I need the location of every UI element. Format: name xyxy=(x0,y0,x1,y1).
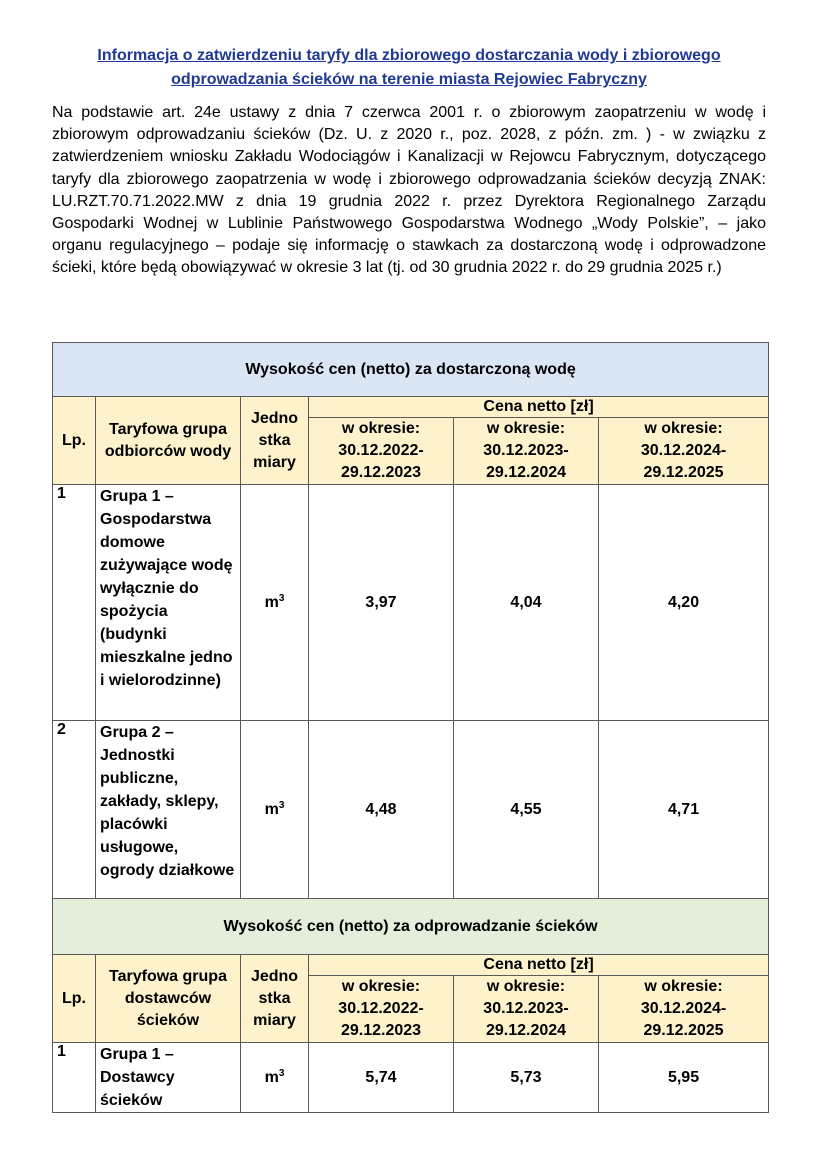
row-group: Grupa 1 – Gospodarstwa domowe zużywające wodę wyłącznie do spożycia (budynki mieszkalne jedno i wielorodzinne) xyxy=(96,485,241,721)
unit-exponent: 3 xyxy=(278,1067,285,1079)
sewage-header-unit: Jedno stka miary xyxy=(241,955,309,1043)
water-header-row xyxy=(53,397,769,418)
row-lp: 2 xyxy=(53,721,96,899)
row-price-2: 4,04 xyxy=(454,485,599,721)
water-header-lp: Lp. xyxy=(53,397,96,485)
unit-exponent: 3 xyxy=(278,592,285,604)
row-price-3: 4,20 xyxy=(599,485,769,721)
sewage-header-lp: Lp. xyxy=(53,955,96,1043)
water-header-group: Taryfowa grupa odbiorców wody xyxy=(96,397,241,485)
row-unit xyxy=(241,1043,309,1113)
row-price-3: 4,71 xyxy=(599,721,769,899)
sewage-header-period-3: w okresie: 30.12.2024-29.12.2025 xyxy=(599,976,769,1043)
row-group: Grupa 1 – Dostawcy ścieków xyxy=(96,1043,241,1113)
water-header-cena: Cena netto [zł] xyxy=(309,397,769,418)
unit-exponent: 3 xyxy=(278,799,285,811)
row-unit xyxy=(241,721,309,899)
tariff-table xyxy=(52,342,769,1113)
water-header-period-2: w okresie: 30.12.2023-29.12.2024 xyxy=(454,418,599,485)
sewage-header-group: Taryfowa grupa dostawców ścieków xyxy=(96,955,241,1043)
water-header-unit: Jedno stka miary xyxy=(241,397,309,485)
row-price-1: 5,74 xyxy=(309,1043,454,1113)
sewage-header-cena: Cena netto [zł] xyxy=(309,955,769,976)
sewage-header-row xyxy=(53,955,769,976)
row-lp: 1 xyxy=(53,485,96,721)
sewage-header-period-1: w okresie: 30.12.2022-29.12.2023 xyxy=(309,976,454,1043)
sewage-header-period-2: w okresie: 30.12.2023-29.12.2024 xyxy=(454,976,599,1043)
table-row xyxy=(53,485,769,721)
sewage-section-row xyxy=(53,899,769,955)
row-price-3: 5,95 xyxy=(599,1043,769,1113)
row-price-1: 4,48 xyxy=(309,721,454,899)
row-lp: 1 xyxy=(53,1043,96,1113)
row-price-2: 5,73 xyxy=(454,1043,599,1113)
water-header-period-3: w okresie: 30.12.2024-29.12.2025 xyxy=(599,418,769,485)
water-section-row xyxy=(53,343,769,397)
intro-paragraph: Na podstawie art. 24e ustawy z dnia 7 czerwca 2001 r. o zbiorowym zaopatrzeniu w wodę i zbiorowym odprowadzaniu ścieków (Dz. U. z 2020 r., poz. 2028, z późn. zm. ) - w związku z zatwierdzeniem wniosku Zakładu Wodociągów i Kanalizacji w Rejowcu Fabrycznym, dotyczącego taryfy dla zbiorowego zaopatrzenia w wodę i zbiorowego odprowadzania ścieków decyzją ZNAK: LU.RZT.70.71.2022.MW z dnia 19 grudnia 2022 r. przez Dyrektora Regionalnego Zarządu Gospodarki Wodnej w Lublinie Państwowego Gospodarstwa Wodnego „Wody Polskie”, – jako organu regulacyjnego – podaje się informację o stawkach za dostarczoną wodę i odprowadzone ścieki, które będą obowiązywać w okresie 3 lat (tj. od 30 grudnia 2022 r. do 29 grudnia 2025 r.) xyxy=(52,104,766,277)
document-title: Informacja o zatwierdzeniu taryfy dla zbiorowego dostarczania wody i zbiorowego odprowadzania ścieków na terenie miasta Rejowiec Fabryczny xyxy=(97,47,721,88)
water-section-title: Wysokość cen (netto) za dostarczoną wodę xyxy=(53,343,769,397)
row-price-1: 3,97 xyxy=(309,485,454,721)
unit-base: m xyxy=(264,1068,279,1086)
row-group: Grupa 2 – Jednostki publiczne, zakłady, sklepy, placówki usługowe, ogrody działkowe xyxy=(96,721,241,899)
table-row xyxy=(53,1043,769,1113)
table-row xyxy=(53,721,769,899)
row-unit xyxy=(241,485,309,721)
water-header-period-1: w okresie: 30.12.2022-29.12.2023 xyxy=(309,418,454,485)
unit-base: m xyxy=(264,593,279,611)
sewage-section-title: Wysokość cen (netto) za odprowadzanie ścieków xyxy=(53,899,769,955)
unit-base: m xyxy=(264,800,279,818)
row-price-2: 4,55 xyxy=(454,721,599,899)
